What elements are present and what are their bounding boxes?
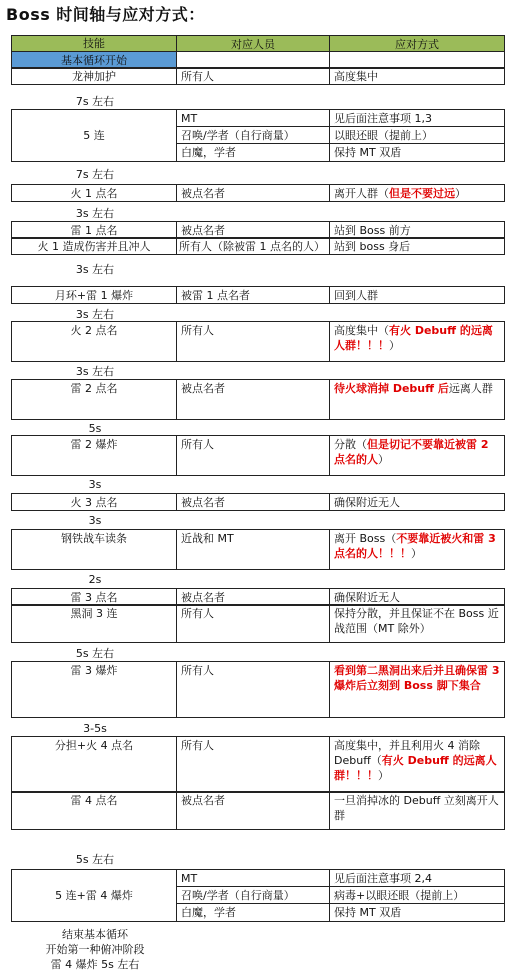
response-line: 见后面注意事项 2,4 bbox=[330, 870, 504, 887]
response-cell bbox=[329, 184, 505, 202]
time-gap: 5s 左右 bbox=[75, 647, 115, 660]
response-text: ） bbox=[378, 769, 389, 782]
table-row bbox=[12, 380, 508, 420]
time-gap: 3s bbox=[88, 478, 102, 491]
response-cell: 站到 Boss 前方 bbox=[329, 221, 505, 239]
skill-cell: 雷 3 爆炸 bbox=[11, 661, 177, 718]
time-gap: 3s bbox=[88, 514, 102, 527]
response-warning: 但是切记不要靠近被雷 2 点名的人 bbox=[334, 438, 489, 466]
response-line: 保持 MT 双盾 bbox=[334, 146, 402, 159]
skill-cell: 5 连+雷 4 爆炸 bbox=[11, 869, 177, 922]
time-gap: 2s bbox=[88, 573, 102, 586]
footer-note: 结束基本循环 bbox=[62, 928, 128, 941]
table-row bbox=[12, 436, 508, 476]
table-row bbox=[12, 238, 508, 255]
response-text: ） bbox=[455, 187, 466, 200]
table-row bbox=[12, 792, 508, 830]
skill-cell: 雷 3 点名 bbox=[11, 588, 177, 606]
table-row bbox=[12, 322, 508, 362]
response-line: 见后面注意事项 1,3 bbox=[330, 110, 504, 127]
page-title: Boss 时间轴与应对方式： bbox=[6, 5, 205, 24]
who-cell: 所有人 bbox=[176, 435, 330, 476]
col-skill-header: 技能 bbox=[11, 35, 177, 52]
time-gap: 3s 左右 bbox=[75, 263, 115, 276]
response-warning: 待火球消掉 Debuff 后 bbox=[334, 382, 449, 395]
table-row bbox=[12, 605, 508, 643]
response-line: 以眼还眼（提前上） bbox=[330, 127, 504, 144]
skill-cell: 雷 1 点名 bbox=[11, 221, 177, 239]
response-text: ） bbox=[389, 339, 400, 352]
who-line: 召唤/学者（自行商量） bbox=[177, 887, 329, 904]
response-cell bbox=[329, 379, 505, 420]
time-gap: 3s 左右 bbox=[75, 207, 115, 220]
response-cell: 高度集中 bbox=[329, 67, 505, 85]
skill-cell: 钢铁战车读条 bbox=[11, 529, 177, 570]
col-response-header: 应对方式 bbox=[329, 35, 505, 52]
skill-cell: 龙神加护 bbox=[11, 67, 177, 85]
table-row bbox=[12, 530, 508, 570]
who-cell: 所有人 bbox=[176, 736, 330, 793]
time-gap: 7s 左右 bbox=[75, 168, 115, 181]
table-row bbox=[12, 287, 508, 304]
skill-cell: 雷 2 爆炸 bbox=[11, 435, 177, 476]
response-cell: 确保附近无人 bbox=[329, 588, 505, 606]
skill-cell: 雷 4 点名 bbox=[11, 791, 177, 830]
response-cell: 确保附近无人 bbox=[329, 493, 505, 511]
who-cell: 所有人 bbox=[176, 321, 330, 362]
who-line: 白魔，学者 bbox=[181, 146, 236, 159]
who-cell bbox=[176, 109, 330, 162]
skill-cell: 分担+火 4 点名 bbox=[11, 736, 177, 793]
who-cell: 被点名者 bbox=[176, 588, 330, 606]
response-cell bbox=[329, 661, 505, 718]
table-row bbox=[12, 662, 508, 718]
footer-note: 开始第一种俯冲阶段 bbox=[45, 943, 145, 956]
who-cell: 被点名者 bbox=[176, 493, 330, 511]
footer-note: 雷 4 爆炸 5s 左右 bbox=[50, 958, 140, 971]
who-line: MT bbox=[177, 870, 329, 887]
time-gap: 7s 左右 bbox=[75, 95, 115, 108]
response-cell bbox=[329, 736, 505, 793]
response-text: 远离人群 bbox=[448, 382, 493, 395]
table-row bbox=[12, 185, 508, 202]
response-cell: 保持分散，并且保证不在 Boss 近战范围（MT 除外） bbox=[329, 604, 505, 643]
who-cell: 被雷 1 点名者 bbox=[176, 286, 330, 304]
response-cell bbox=[329, 109, 505, 162]
response-text: 离开人群（ bbox=[334, 187, 389, 200]
table-row bbox=[12, 494, 508, 511]
skill-cell: 黑洞 3 连 bbox=[11, 604, 177, 643]
response-warning: 但是不要过远 bbox=[389, 187, 455, 200]
response-cell bbox=[329, 529, 505, 570]
response-cell: 一旦消掉冰的 Debuff 立刻离开人群 bbox=[329, 791, 505, 830]
response-warning: 有火 Debuff 的远离人群！！！ bbox=[334, 324, 493, 352]
table-row bbox=[12, 110, 508, 162]
who-cell: 被点名者 bbox=[176, 379, 330, 420]
skill-cell: 月环+雷 1 爆炸 bbox=[11, 286, 177, 304]
response-cell: 回到人群 bbox=[329, 286, 505, 304]
response-text: ） bbox=[378, 453, 389, 466]
table-row bbox=[12, 737, 508, 793]
who-cell: 被点名者 bbox=[176, 221, 330, 239]
time-gap: 3-5s bbox=[83, 722, 107, 735]
skill-cell: 火 2 点名 bbox=[11, 321, 177, 362]
time-gap: 3s 左右 bbox=[75, 308, 115, 321]
skill-cell: 火 3 点名 bbox=[11, 493, 177, 511]
skill-cell: 5 连 bbox=[11, 109, 177, 162]
who-cell: 所有人 bbox=[176, 67, 330, 85]
time-gap: 5s 左右 bbox=[75, 853, 115, 866]
table-row bbox=[12, 870, 508, 922]
response-warning: 有火 Debuff 的远离人群！！！ bbox=[334, 754, 497, 782]
response-cell bbox=[329, 869, 505, 922]
col-who-header: 对应人员 bbox=[176, 35, 330, 52]
who-line: 白魔，学者 bbox=[181, 906, 236, 919]
who-cell: 近战和 MT bbox=[176, 529, 330, 570]
skill-cell: 火 1 点名 bbox=[11, 184, 177, 202]
who-line: 召唤/学者（自行商量） bbox=[177, 127, 329, 144]
response-cell bbox=[329, 435, 505, 476]
table-header bbox=[12, 36, 508, 52]
skill-cell: 雷 2 点名 bbox=[11, 379, 177, 420]
who-cell: 被点名者 bbox=[176, 791, 330, 830]
response-text: 分散（ bbox=[334, 438, 367, 451]
response-cell bbox=[329, 321, 505, 362]
response-warning: 看到第二黑洞出来后并且确保雷 3 爆炸后立刻到 Boss 脚下集合 bbox=[334, 664, 500, 692]
table-row bbox=[12, 68, 508, 85]
response-line: 保持 MT 双盾 bbox=[334, 906, 402, 919]
who-cell: 所有人 bbox=[176, 661, 330, 718]
who-line: MT bbox=[177, 110, 329, 127]
response-text: 高度集中，并且利用火 4 消除 Debuff（ bbox=[334, 739, 480, 767]
who-cell: 所有人 bbox=[176, 604, 330, 643]
who-cell: 所有人（除被雷 1 点名的人） bbox=[176, 237, 330, 255]
response-warning: 不要靠近被火和雷 3 点名的人！！！ bbox=[334, 532, 496, 560]
response-text: 高度集中（ bbox=[334, 324, 389, 337]
response-cell: 站到 boss 身后 bbox=[329, 237, 505, 255]
time-gap: 5s bbox=[88, 422, 102, 435]
skill-cell: 火 1 造成伤害并且冲人 bbox=[11, 237, 177, 255]
response-text: 离开 Boss（ bbox=[334, 532, 397, 545]
time-gap: 3s 左右 bbox=[75, 365, 115, 378]
response-text: ） bbox=[411, 547, 422, 560]
who-cell bbox=[176, 869, 330, 922]
loop-start-label: 基本循环开始 bbox=[11, 51, 177, 69]
who-cell: 被点名者 bbox=[176, 184, 330, 202]
response-line: 病毒+以眼还眼（提前上） bbox=[330, 887, 504, 904]
